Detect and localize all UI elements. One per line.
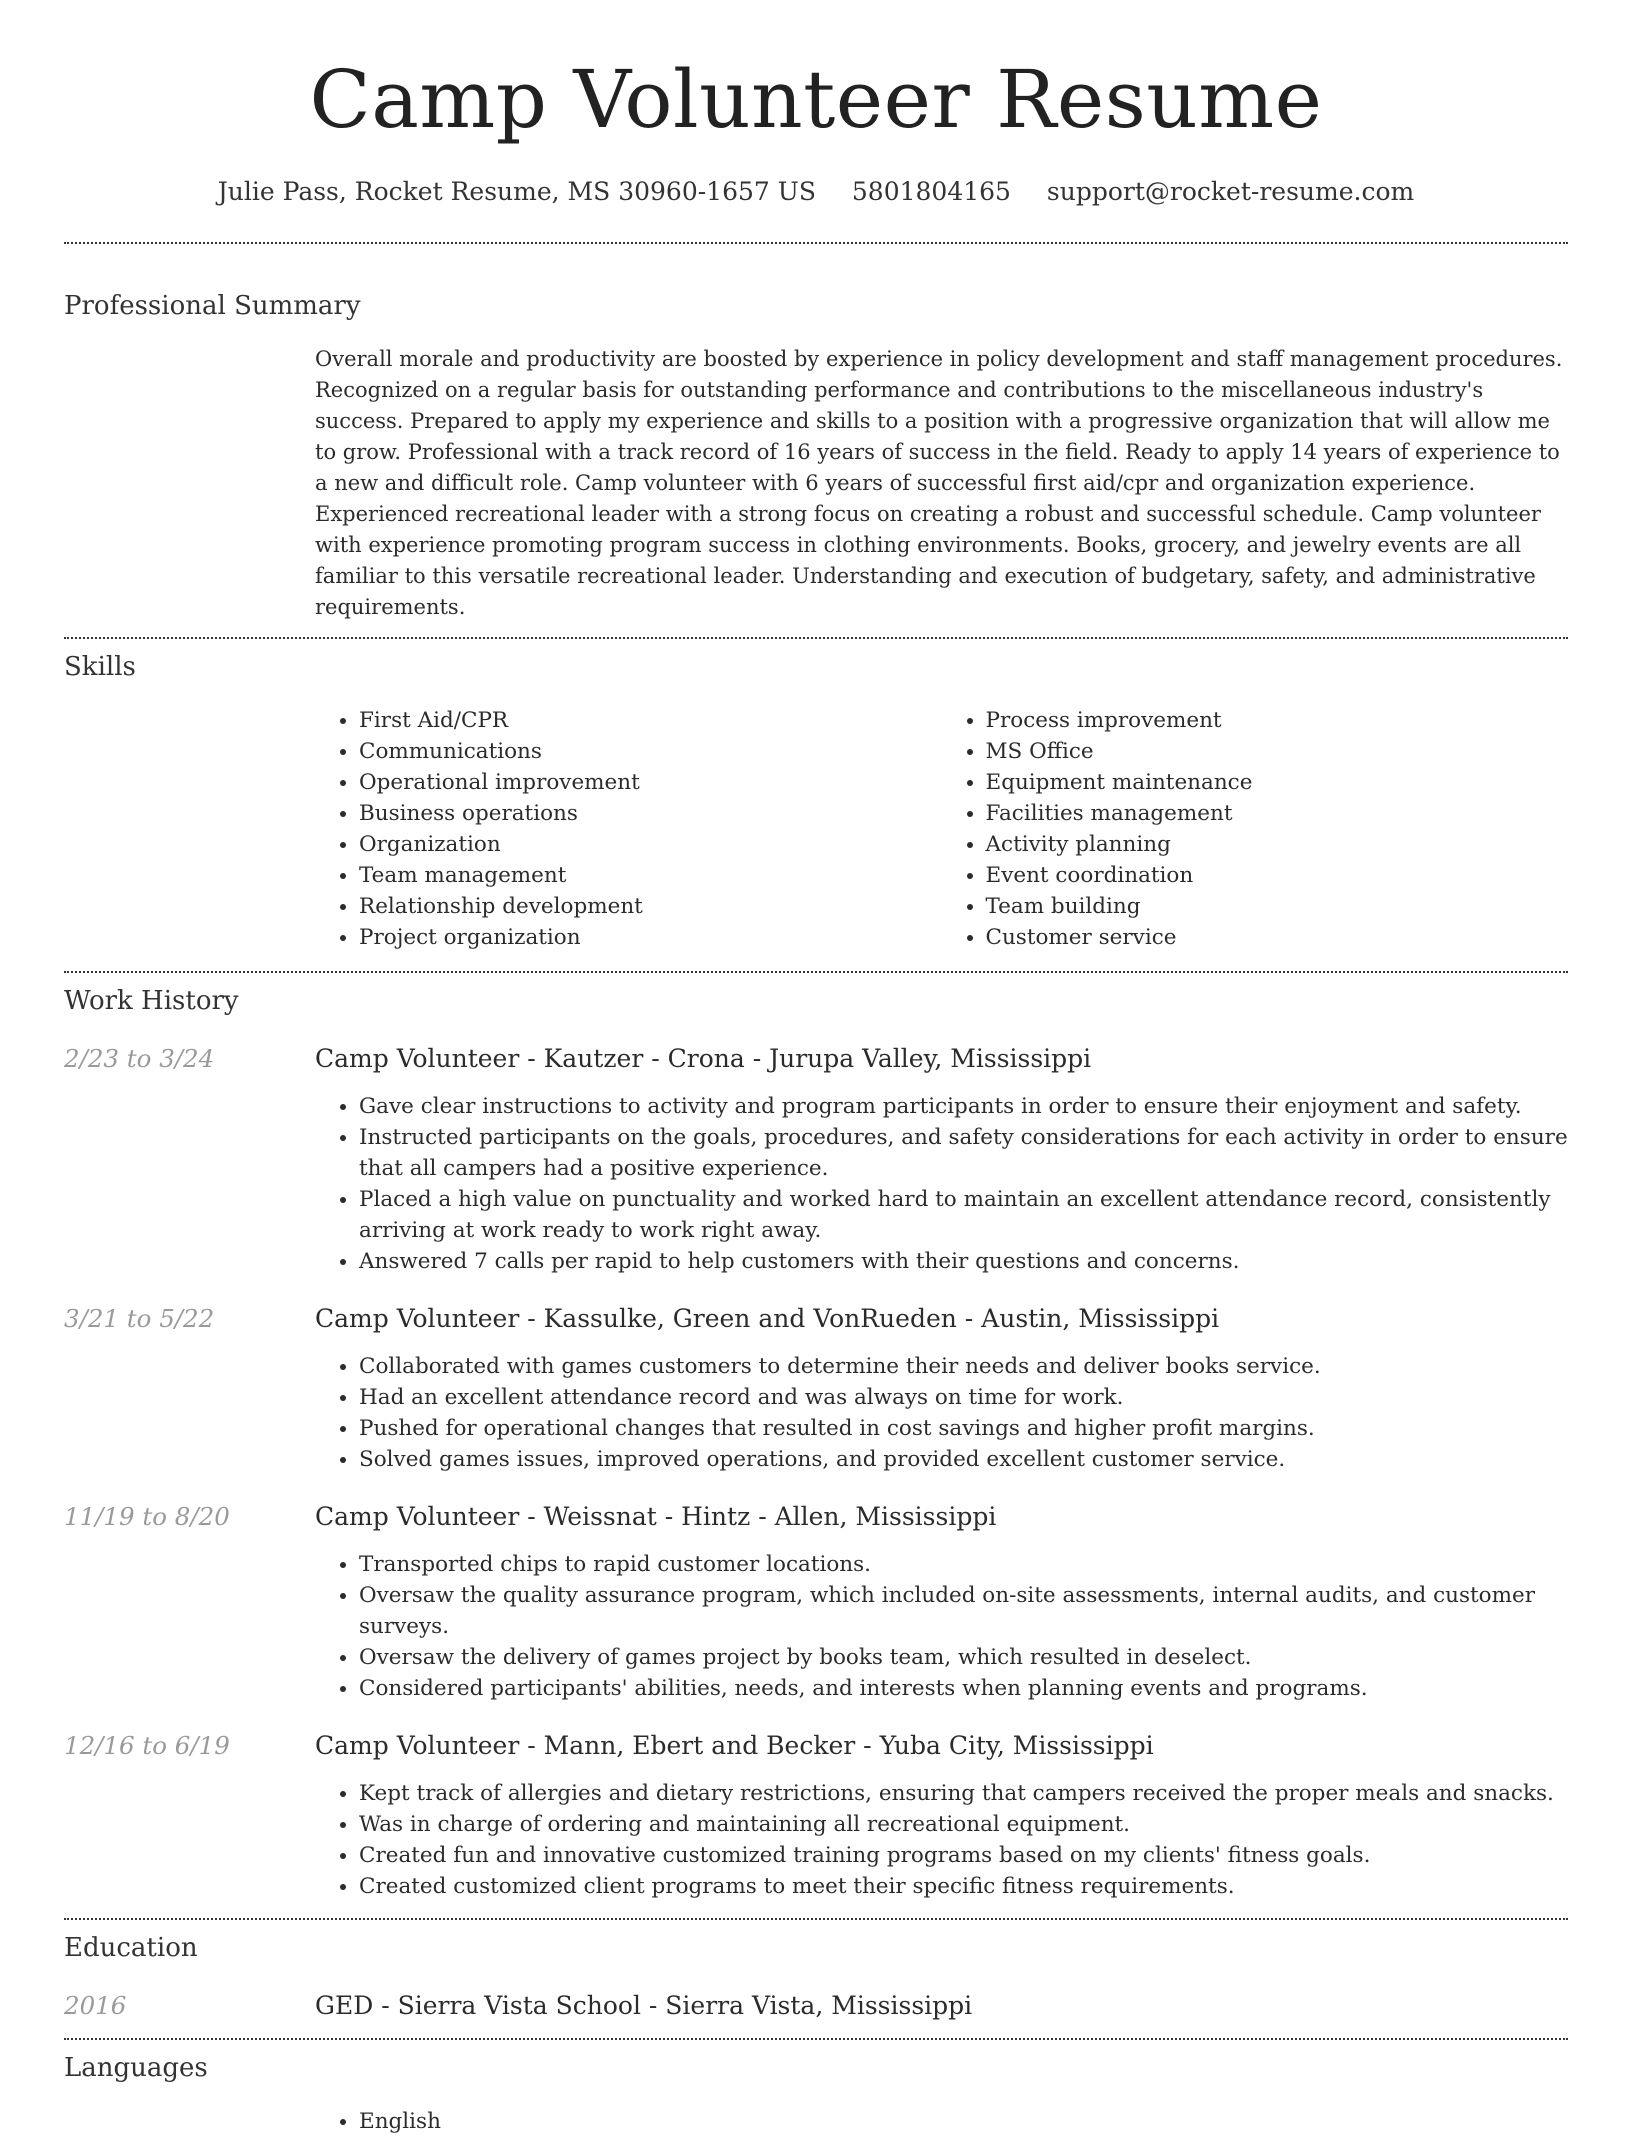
job-bullet: • Answered 7 calls per rapid to help customers with their questions and concerns. xyxy=(359,1246,1568,1277)
language-item: • English xyxy=(359,2106,1568,2137)
contact-line xyxy=(64,176,1568,208)
skills-section xyxy=(64,639,1568,953)
skill-item: • Customer service xyxy=(986,922,1569,953)
skill-item: • Business operations xyxy=(359,798,942,829)
education-title: GED - Sierra Vista School - Sierra Vista, Mississippi xyxy=(315,1991,973,2020)
skill-item: • Project organization xyxy=(359,922,942,953)
languages-heading: Languages xyxy=(64,2053,208,2083)
job-bullet: • Placed a high value on punctuality and worked hard to maintain an excellent attendance record, consistently arriving at work ready to work right away. xyxy=(359,1184,1568,1246)
work-history-list xyxy=(64,1043,1568,1902)
job-bullet: • Kept track of allergies and dietary restrictions, ensuring that campers received the proper meals and snacks. xyxy=(359,1778,1568,1809)
job-bullets xyxy=(315,1091,1568,1277)
skill-item: • First Aid/CPR xyxy=(359,705,942,736)
education-heading: Education xyxy=(64,1933,198,1963)
education-section xyxy=(64,1920,1568,2022)
resume-title: Camp Volunteer Resume xyxy=(309,53,1323,146)
summary-text: Overall morale and productivity are boosted by experience in policy development and staff management procedures. Recognized on a regular basis for outstanding performance and contributions to the miscellaneous industry's success. Prepared to apply my experience and skills to a position with a progressive organization that will allow me to grow. Professional with a track record of 16 years of success in the field. Ready to apply 14 years of experience to a new and difficult role. Camp volunteer with 6 years of successful first aid/cpr and organization experience. Experienced recreational leader with a strong focus on creating a robust and successful schedule. Camp volunteer with experience promoting program success in clothing environments. Books, grocery, and jewelry events are all familiar to this versatile recreational leader. Understanding and execution of budgetary, safety, and administrative requirements. xyxy=(315,347,1563,619)
job-bullet: • Pushed for operational changes that resulted in cost savings and higher profit margins. xyxy=(359,1413,1568,1444)
job-bullet: • Oversaw the delivery of games project by books team, which resulted in deselect. xyxy=(359,1642,1568,1673)
job-date: 11/19 to 8/20 xyxy=(64,1502,230,1531)
job-bullets xyxy=(315,1351,1568,1475)
skills-list-left xyxy=(315,705,942,953)
job-bullet: • Had an excellent attendance record and was always on time for work. xyxy=(359,1382,1568,1413)
job-bullet: • Created customized client programs to meet their specific fitness requirements. xyxy=(359,1871,1568,1902)
job-bullet: • Created fun and innovative customized training programs based on my clients' fitness goals. xyxy=(359,1840,1568,1871)
summary-section xyxy=(64,244,1568,623)
work-history-section xyxy=(64,973,1568,1902)
education-date: 2016 xyxy=(64,1991,127,2020)
job-bullet: • Solved games issues, improved operations, and provided excellent customer service. xyxy=(359,1444,1568,1475)
languages-section xyxy=(64,2040,1568,2137)
job-bullet: • Gave clear instructions to activity and program participants in order to ensure their enjoyment and safety. xyxy=(359,1091,1568,1122)
skill-item: • MS Office xyxy=(986,736,1569,767)
contact-phone: 5801804165 xyxy=(851,177,1011,206)
skills-heading: Skills xyxy=(64,652,136,682)
languages-list xyxy=(315,2106,1568,2137)
job-bullet: • Instructed participants on the goals, procedures, and safety considerations for each activity in order to ensure that all campers had a positive experience. xyxy=(359,1122,1568,1184)
skill-item: • Team building xyxy=(986,891,1569,922)
job-entry xyxy=(64,1730,1568,1902)
skill-item: • Activity planning xyxy=(986,829,1569,860)
skill-item: • Equipment maintenance xyxy=(986,767,1569,798)
job-date: 2/23 to 3/24 xyxy=(64,1044,215,1073)
skill-item: • Event coordination xyxy=(986,860,1569,891)
job-bullet: • Collaborated with games customers to determine their needs and deliver books service. xyxy=(359,1351,1568,1382)
skills-list-right xyxy=(942,705,1569,953)
job-title: Camp Volunteer - Mann, Ebert and Becker - Yuba City, Mississippi xyxy=(315,1731,1154,1760)
job-entry xyxy=(64,1501,1568,1704)
job-bullets xyxy=(315,1778,1568,1902)
resume-page xyxy=(64,0,1568,2137)
job-bullet: • Was in charge of ordering and maintaining all recreational equipment. xyxy=(359,1809,1568,1840)
job-bullet: • Oversaw the quality assurance program, which included on-site assessments, internal audits, and customer surveys. xyxy=(359,1580,1568,1642)
education-entry xyxy=(64,1990,1568,2022)
summary-heading: Professional Summary xyxy=(64,291,361,321)
job-entry xyxy=(64,1043,1568,1277)
skill-item: • Team management xyxy=(359,860,942,891)
job-title: Camp Volunteer - Kautzer - Crona - Jurupa Valley, Mississippi xyxy=(315,1044,1092,1073)
skill-item: • Process improvement xyxy=(986,705,1569,736)
job-bullet: • Considered participants' abilities, needs, and interests when planning events and programs. xyxy=(359,1673,1568,1704)
skill-item: • Facilities management xyxy=(986,798,1569,829)
skill-item: • Operational improvement xyxy=(359,767,942,798)
contact-email: support@rocket-resume.com xyxy=(1046,177,1415,206)
job-title: Camp Volunteer - Kassulke, Green and VonRueden - Austin, Mississippi xyxy=(315,1304,1220,1333)
work-history-heading: Work History xyxy=(64,986,239,1016)
job-date: 12/16 to 6/19 xyxy=(64,1731,230,1760)
skill-item: • Communications xyxy=(359,736,942,767)
job-entry xyxy=(64,1303,1568,1475)
contact-address: Julie Pass, Rocket Resume, MS 30960-1657 US xyxy=(217,177,816,206)
skill-item: • Organization xyxy=(359,829,942,860)
job-title: Camp Volunteer - Weissnat - Hintz - Allen, Mississippi xyxy=(315,1502,997,1531)
skill-item: • Relationship development xyxy=(359,891,942,922)
job-bullet: • Transported chips to rapid customer locations. xyxy=(359,1549,1568,1580)
job-date: 3/21 to 5/22 xyxy=(64,1304,215,1333)
job-bullets xyxy=(315,1549,1568,1704)
